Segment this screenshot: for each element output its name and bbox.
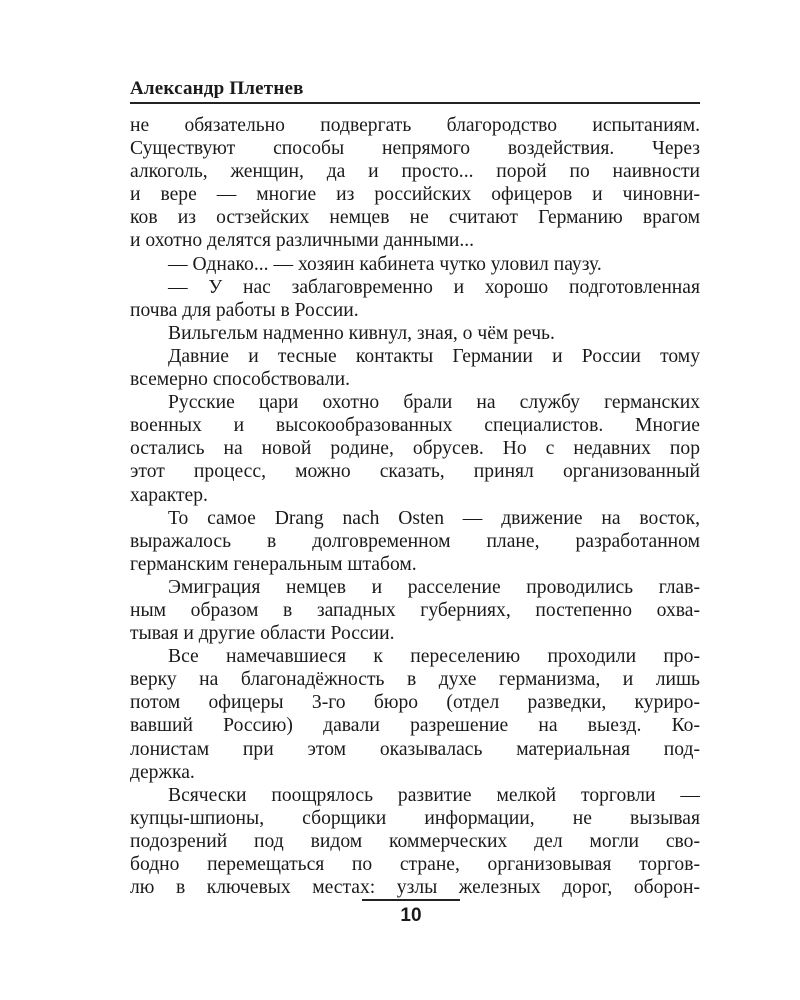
text-line: бодно перемещаться по стране, организовывая торгов-	[130, 854, 700, 875]
header-rule	[130, 102, 700, 104]
text-line: алкоголь, женщин, да и просто... порой по наивности	[130, 161, 700, 183]
text-line: Давние и тесные контакты Германии и России тому	[168, 345, 700, 367]
text-line: Всячески поощрялось развитие мелкой торговли —	[168, 784, 700, 806]
text-line: Вильгельм надменно кивнул, зная, о чём речь.	[168, 322, 555, 344]
text-line: и вере — многие из российских офицеров и чиновни-	[130, 184, 700, 206]
text-line: почва для работы в России.	[130, 299, 359, 321]
text-line: подозрений под видом коммерческих дел могли сво-	[130, 830, 700, 852]
text-line: военных и высокообразованных специалистов. Многие	[130, 415, 700, 437]
text-line: ным образом в западных губерниях, постепенно охва-	[130, 599, 700, 621]
text-line: Существуют способы непрямого воздействия. Через	[130, 138, 700, 160]
text-line: Эмиграция немцев и расселение проводились глав-	[168, 576, 700, 598]
text-line: тывая и другие области России.	[130, 623, 395, 645]
text-line: верку на благонадёжность в духе германизма, и лишь	[130, 669, 700, 691]
text-line: ков из остзейских немцев не считают Германию врагом	[130, 207, 700, 229]
text-line: — Однако... — хозяин кабинета чутко уловил паузу.	[168, 253, 602, 275]
text-line: остались на новой родине, обрусев. Но с недавних пор	[130, 438, 700, 460]
text-line: держка.	[130, 761, 195, 783]
page-number: 10	[400, 905, 422, 926]
text-line: вавший Россию) давали разрешение на выезд. Ко-	[130, 715, 700, 737]
text-line: характер.	[130, 484, 208, 506]
footer-rule	[362, 899, 460, 901]
text-line: — У нас заблаговременно и хорошо подготовленная	[168, 276, 700, 298]
text-line: не обязательно подвергать благородство испытаниям.	[130, 115, 700, 136]
text-line: Все намечавшиеся к переселению проходили про-	[168, 646, 700, 668]
text-line: То самое Drang nach Osten — движение на восток,	[168, 507, 700, 529]
text-line: и охотно делятся различными данными...	[130, 230, 475, 252]
text-line: потом офицеры 3-го бюро (отдел разведки, куриро-	[130, 692, 700, 714]
text-line: лю в ключевых местах: узлы железных дорог, оборон-	[130, 877, 700, 899]
text-line: выражалось в долговременном плане, разработанном	[130, 530, 700, 552]
text-line: лонистам при этом оказывалась материальная под-	[130, 738, 700, 760]
text-line: Русские цари охотно брали на службу германских	[168, 392, 700, 414]
text-line: всемерно способствовали.	[130, 369, 350, 391]
text-line: германским генеральным штабом.	[130, 553, 417, 575]
body-text	[130, 114, 700, 899]
text-line: этот процесс, можно сказать, принял организованный	[130, 461, 700, 483]
running-head-author: Александр Плетнев	[130, 78, 304, 99]
text-line: купцы-шпионы, сборщики информации, не вызывая	[130, 807, 700, 829]
